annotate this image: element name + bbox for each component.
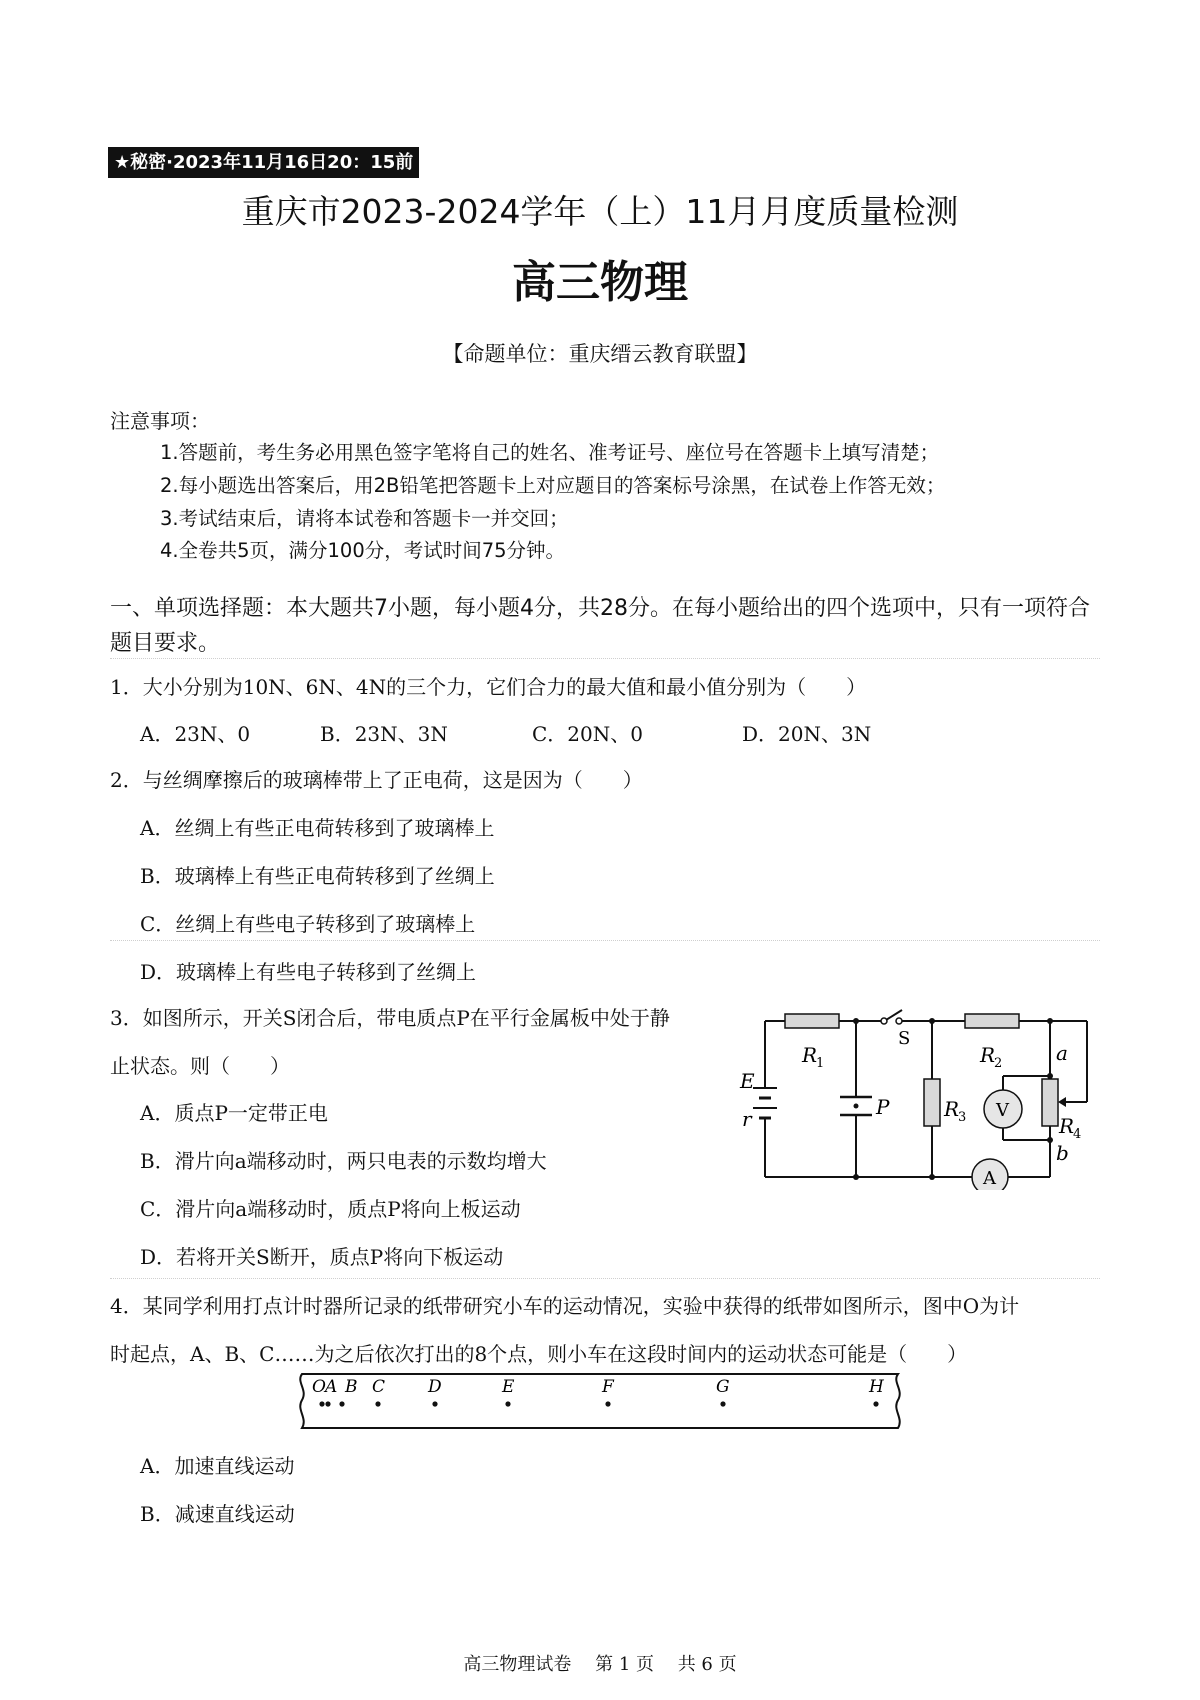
resistor-r3	[924, 1079, 940, 1126]
question-4-option-a: A．加速直线运动	[140, 1454, 295, 1478]
question-1-option-c: C．20N、0	[532, 722, 643, 746]
label-s: S	[898, 1028, 911, 1049]
notice-item-2: 2.每小题选出答案后，用2B铅笔把答题卡上对应题目的答案标号涂黑，在试卷上作答无效；	[160, 474, 946, 497]
author-unit: 【命题单位：重庆缙云教育联盟】	[442, 342, 758, 366]
label-r: r	[742, 1107, 752, 1131]
notice-item-3: 3.考试结束后，请将本试卷和答题卡一并交回；	[160, 507, 569, 530]
question-1-stem: 1．大小分别为10N、6N、4N的三个力，它们合力的最大值和最小值分别为（ ）	[110, 675, 867, 699]
label-p: P	[876, 1095, 890, 1119]
label-ammeter: A	[983, 1168, 996, 1189]
exam-title: 重庆市2023-2024学年（上）11月月度质量检测	[241, 192, 959, 231]
question-3-option-a: A．质点P一定带正电	[140, 1101, 328, 1125]
question-1-option-a: A．23N、0	[140, 722, 251, 746]
tape-label-c: C	[372, 1377, 386, 1397]
tape-label-f: F	[602, 1377, 614, 1397]
question-3-stem-line1: 3．如图所示，开关S闭合后，带电质点P在平行金属板中处于静	[110, 1006, 670, 1030]
tape-label-a: A	[325, 1377, 338, 1397]
tape-label-b: B	[345, 1377, 358, 1397]
label-b: b	[1056, 1141, 1069, 1165]
divider	[110, 940, 1100, 941]
question-4-stem-line1: 4．某同学利用打点计时器所记录的纸带研究小车的运动情况，实验中获得的纸带如图所示，图中O为计	[110, 1294, 1020, 1318]
question-2-stem: 2．与丝绸摩擦后的玻璃棒带上了正电荷，这是因为（ ）	[110, 768, 643, 792]
divider	[110, 1278, 1100, 1279]
question-1-option-d: D．20N、3N	[742, 722, 872, 746]
label-r1: R	[802, 1043, 818, 1067]
charged-particle	[854, 1104, 859, 1109]
paper-tape-diagram	[290, 1370, 920, 1432]
page-footer: 高三物理试卷 第 1 页 共 6 页	[463, 1654, 737, 1675]
question-3-option-d: D．若将开关S断开，质点P将向下板运动	[140, 1245, 504, 1269]
resistor-r2	[965, 1014, 1019, 1028]
tape-label-o: O	[312, 1377, 326, 1397]
question-2-option-b: B．玻璃棒上有些正电荷转移到了丝绸上	[140, 864, 495, 888]
question-1-option-b: B．23N、3N	[320, 722, 448, 746]
question-2-option-a: A．丝绸上有些正电荷转移到了玻璃棒上	[140, 816, 495, 840]
label-r3: R	[944, 1097, 960, 1121]
label-r2-sub: 2	[994, 1056, 1003, 1071]
battery-e	[753, 1088, 777, 1124]
divider	[110, 658, 1100, 659]
question-2-option-d: D．玻璃棒上有些电子转移到了丝绸上	[140, 960, 477, 984]
resistor-r1	[785, 1014, 839, 1028]
slider-arrow-icon	[1058, 1097, 1066, 1107]
resistor-r4	[1042, 1079, 1058, 1126]
tape-label-d: D	[428, 1377, 442, 1397]
label-r3-sub: 3	[958, 1110, 967, 1125]
question-3-option-b: B．滑片向a端移动时，两只电表的示数均增大	[140, 1149, 547, 1173]
section-heading: 一、单项选择题：本大题共7小题，每小题4分，共28分。在每小题给出的四个选项中，只有一项符合题目要求。	[110, 596, 1090, 656]
notice-item-4: 4.全卷共5页，满分100分，考试时间75分钟。	[160, 539, 566, 562]
notice-item-1: 1.答题前，考生务必用黑色签字笔将自己的姓名、准考证号、座位号在答题卡上填写清楚；	[160, 441, 940, 464]
question-3-option-c: C．滑片向a端移动时，质点P将向上板运动	[140, 1197, 521, 1221]
question-4-stem-line2: 时起点，A、B、C……为之后依次打出的8个点，则小车在这段时间内的运动状态可能是（ ）	[110, 1342, 968, 1366]
label-a: a	[1056, 1041, 1068, 1065]
tape-label-g: G	[716, 1377, 730, 1397]
secret-badge: ★秘密·2023年11月16日20：15前	[108, 147, 419, 178]
question-3-stem-line2: 止状态。则（ ）	[110, 1054, 290, 1078]
question-4-option-b: B．减速直线运动	[140, 1502, 295, 1526]
label-v: V	[996, 1100, 1009, 1121]
circuit-diagram	[720, 990, 1100, 1190]
label-r4-sub: 4	[1073, 1127, 1082, 1142]
label-e: E	[740, 1069, 755, 1093]
label-r1-sub: 1	[816, 1056, 825, 1071]
tape-label-e: E	[502, 1377, 515, 1397]
notice-heading: 注意事项：	[110, 409, 210, 433]
question-2-option-c: C．丝绸上有些电子转移到了玻璃棒上	[140, 912, 476, 936]
label-r4: R	[1059, 1114, 1075, 1138]
subject-title: 高三物理	[512, 257, 688, 308]
tape-label-h: H	[869, 1377, 884, 1397]
label-r2: R	[980, 1043, 996, 1067]
